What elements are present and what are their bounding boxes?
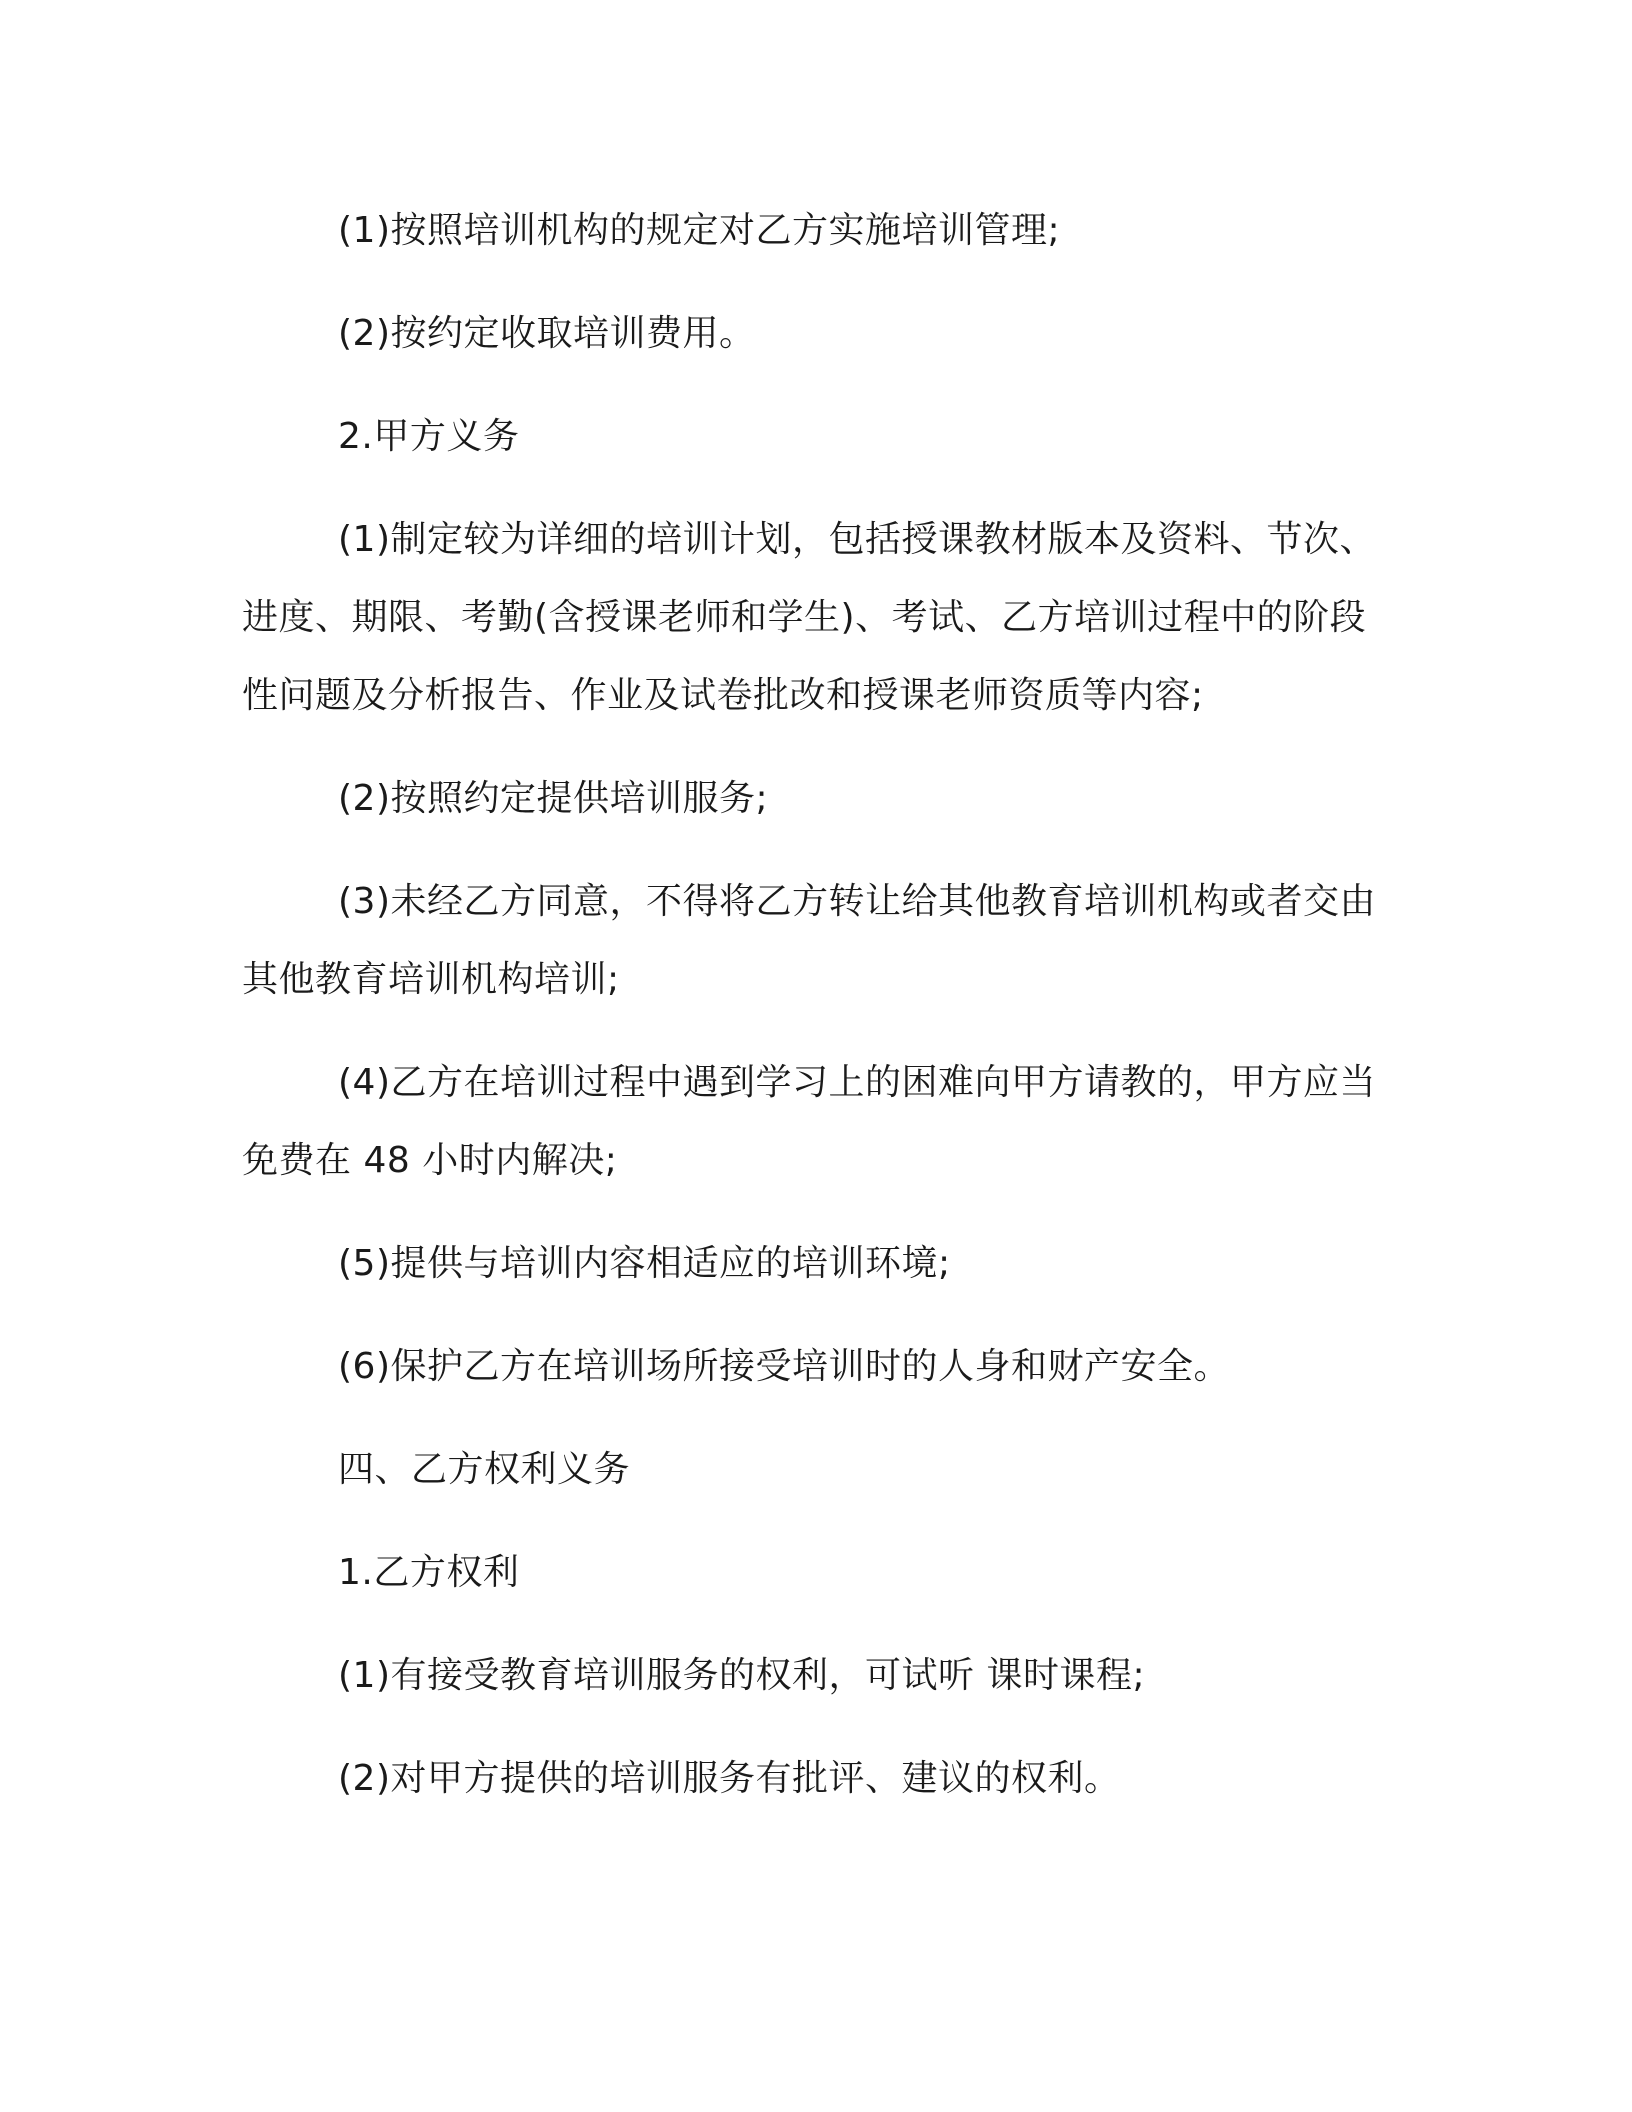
paragraph-party-a-obligation-1: (1)制定较为详细的培训计划，包括授课教材版本及资料、节次、进度、期限、考勤(含授课老师和学生)、考试、乙方培训过程中的阶段性问题及分析报告、作业及试卷批改和授课老师资质等内容; (242, 519, 1376, 716)
paragraph-party-a-obligation-6: (6)保护乙方在培训场所接受培训时的人身和财产安全。 (338, 1346, 1230, 1387)
paragraph-party-a-obligation-5: (5)提供与培训内容相适应的培训环境; (338, 1243, 951, 1284)
document-body (242, 192, 1392, 1843)
paragraph-party-a-obligation-4: (4)乙方在培训过程中遇到学习上的困难向甲方请教的，甲方应当免费在 48 小时内解决; (242, 1062, 1376, 1181)
paragraph-party-a-obligation-3: (3)未经乙方同意，不得将乙方转让给其他教育培训机构或者交由其他教育培训机构培训; (242, 881, 1376, 1000)
paragraph-party-b-right-2: (2)对甲方提供的培训服务有批评、建议的权利。 (338, 1758, 1121, 1799)
paragraph-party-b-right-1: (1)有接受教育培训服务的权利，可试听 课时课程; (338, 1655, 1146, 1696)
heading-section-four: 四、乙方权利义务 (338, 1449, 631, 1490)
heading-party-a-obligations: 2.甲方义务 (338, 416, 520, 457)
paragraph-party-a-right-1: (1)按照培训机构的规定对乙方实施培训管理; (338, 210, 1061, 251)
paragraph-party-a-obligation-2: (2)按照约定提供培训服务; (338, 778, 769, 819)
paragraph-party-a-right-2: (2)按约定收取培训费用。 (338, 313, 756, 354)
heading-party-b-rights: 1.乙方权利 (338, 1552, 520, 1593)
